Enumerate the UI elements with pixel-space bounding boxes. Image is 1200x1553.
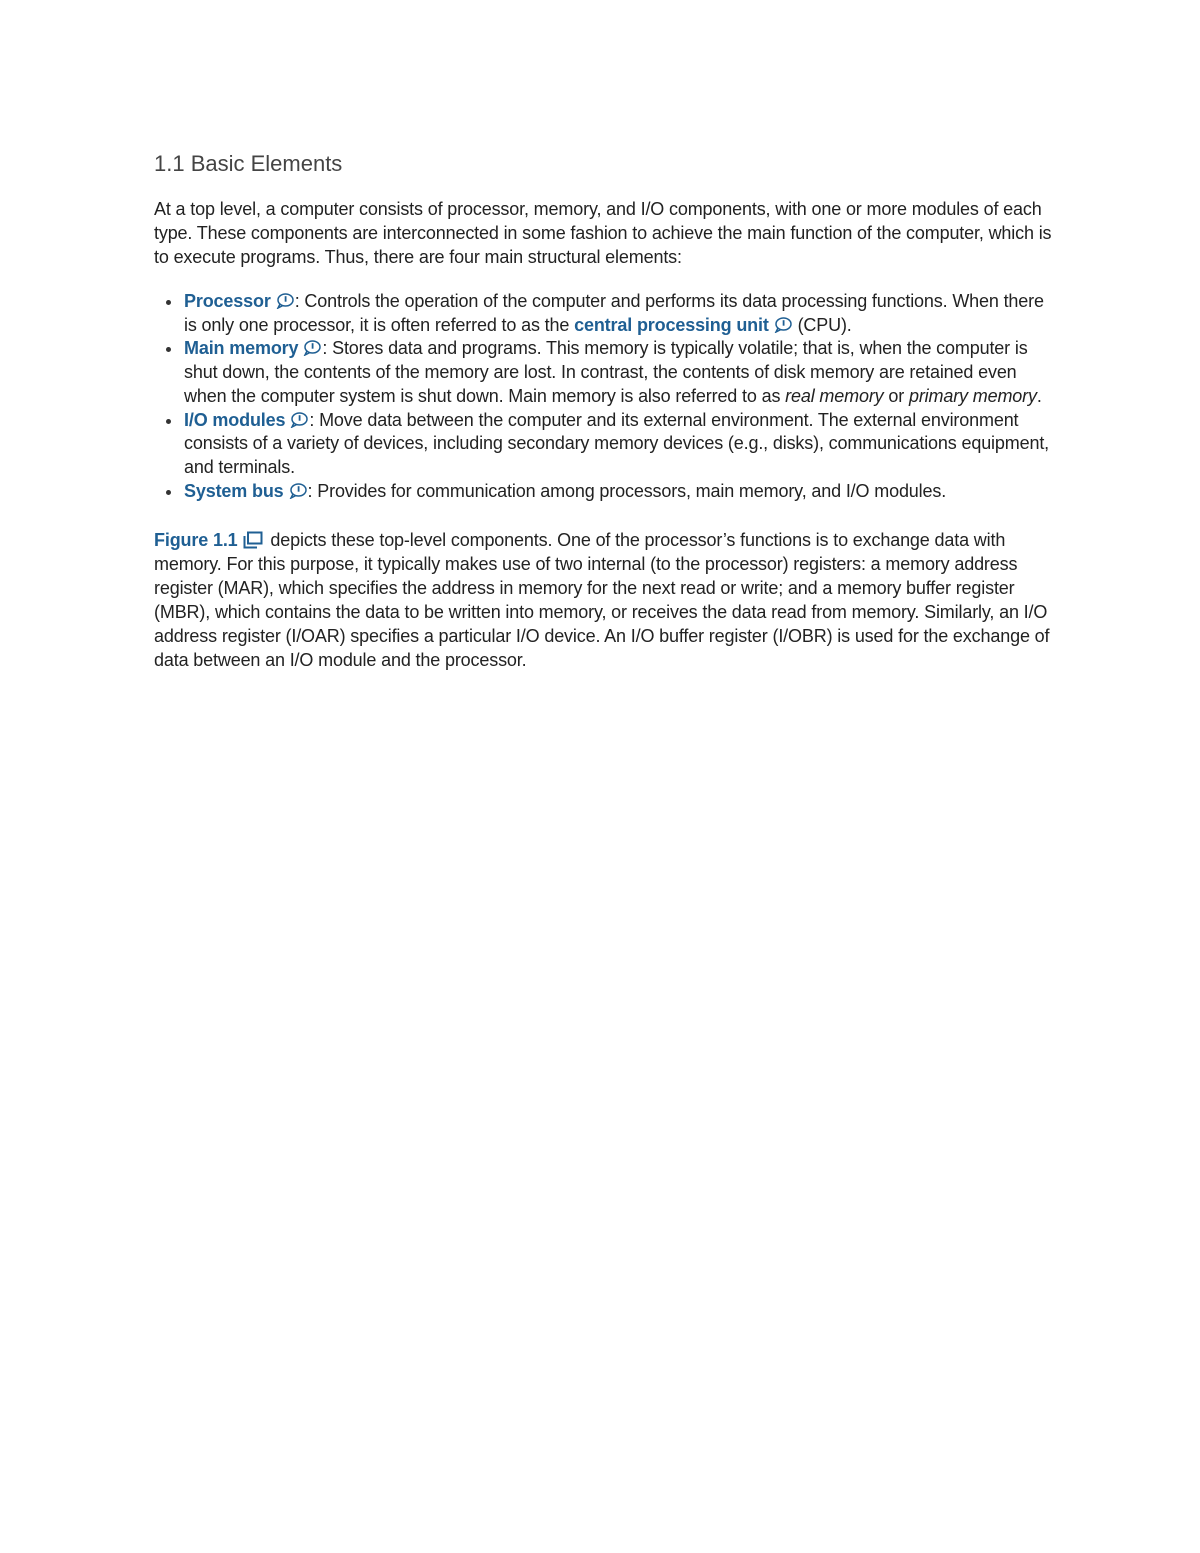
main-memory-description: : Stores data and programs. This memory is typically volatile; that is, when the computer is shut down, the contents of the memory are lost. In contrast, the contents of disk memory are retained even when the computer system is shut down. Main memory is also referred to as [184, 338, 1028, 406]
glossary-bubble-icon[interactable] [774, 317, 792, 333]
glossary-bubble-icon[interactable] [276, 293, 294, 309]
structural-elements-list [154, 290, 1054, 503]
io-modules-term-link[interactable]: I/O modules [184, 409, 286, 430]
system-bus-term-link[interactable]: System bus [184, 480, 284, 501]
processor-description-end: (CPU). [792, 314, 852, 335]
processor-description: : Controls the operation of the computer and performs its data processing functions. When there is only one processor, it is often referred to as the [184, 291, 1044, 335]
main-memory-term-link[interactable]: Main memory [184, 338, 299, 359]
glossary-bubble-icon[interactable] [289, 483, 307, 499]
figure-paragraph [154, 528, 1054, 672]
figure-popup-icon[interactable] [243, 531, 263, 549]
section-title: 1.1 Basic Elements [154, 151, 343, 176]
figure-paragraph-text: depicts these top-level components. One of the processor’s functions is to exchange data with memory. For this purpose, it typically makes use of two internal (to the processor) registers: a memory address register (MAR), which specifies the address in memory for the next read or write; and a memory buffer register (MBR), which contains the data to be written into memory, or receives the data read from memory. Similarly, an I/O address register (I/OAR) specifies a particular I/O device. An I/O buffer register (I/OBR) is used for the exchange of data between an I/O module and the processor. [154, 530, 1050, 671]
intro-paragraph: At a top level, a computer consists of processor, memory, and I/O components, with one or more modules of each type. These components are interconnected in some fashion to achieve the main function of the computer, which is to execute programs. Thus, there are four main structural elements: [154, 199, 1052, 267]
glossary-bubble-icon[interactable] [303, 340, 321, 356]
real-memory-emphasis: real memory [785, 385, 884, 406]
system-bus-description: : Provides for communication among processors, main memory, and I/O modules. [307, 480, 947, 501]
list-item-processor [184, 290, 1054, 337]
list-item-main-memory [184, 337, 1054, 408]
cpu-term-link[interactable]: central processing unit [574, 314, 769, 335]
main-memory-end: . [1036, 385, 1042, 406]
glossary-bubble-icon[interactable] [290, 412, 308, 428]
io-modules-description: : Move data between the computer and its external environment. The external environment consists of a variety of devices, including secondary memory devices (e.g., disks), communications equipment, and terminals. [184, 409, 1050, 477]
main-memory-connector: or [883, 385, 909, 406]
section-content [154, 150, 1054, 672]
list-item-system-bus [184, 480, 1054, 504]
processor-term-link[interactable]: Processor [184, 291, 271, 311]
primary-memory-emphasis: primary memory [908, 385, 1037, 406]
list-item-io-modules [184, 409, 1054, 480]
figure-link[interactable]: Figure 1.1 [154, 530, 238, 551]
